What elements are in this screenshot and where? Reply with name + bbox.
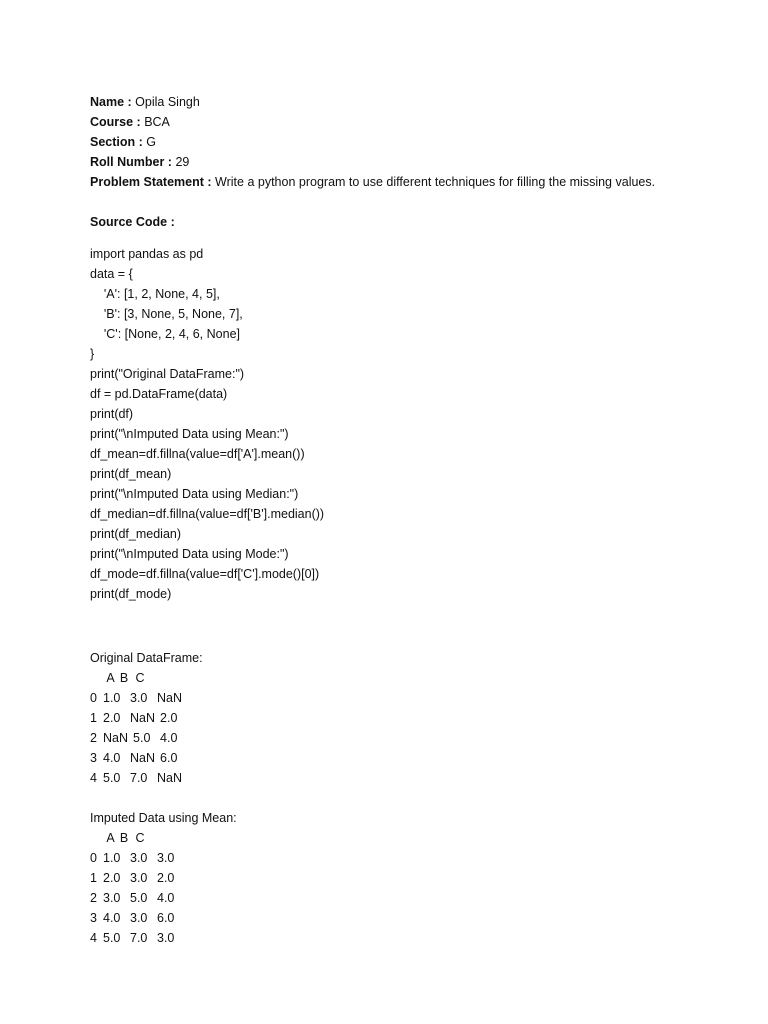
table-cell: 7.0 xyxy=(130,771,148,785)
code-line: df_mode=df.fillna(value=df['C'].mode()[0]) xyxy=(90,567,320,581)
course-label: Course : xyxy=(90,115,141,129)
row-index: 1 xyxy=(90,871,97,885)
table-row xyxy=(90,848,730,868)
table-cell: 3.0 xyxy=(157,851,175,865)
table-cell: 5.0 xyxy=(103,771,121,785)
row-index: 3 xyxy=(90,751,97,765)
code-line: print(df_median) xyxy=(90,527,182,541)
code-line: 'C': [None, 2, 4, 6, None] xyxy=(90,327,240,341)
section-label: Section : xyxy=(90,135,143,149)
code-line: df_mean=df.fillna(value=df['A'].mean()) xyxy=(90,447,305,461)
table-cell: 7.0 xyxy=(130,931,148,945)
table-cell: 4.0 xyxy=(103,751,121,765)
table-cell: NaN xyxy=(157,691,183,705)
table-cell: 3.0 xyxy=(103,891,121,905)
table-cell: 5.0 xyxy=(130,891,148,905)
table-cell: 6.0 xyxy=(157,911,175,925)
source-code-title: Source Code : xyxy=(90,215,175,229)
table-cell: 2.0 xyxy=(103,711,121,725)
code-line: print(df) xyxy=(90,407,134,421)
table-cell: NaN xyxy=(130,751,156,765)
section-value: G xyxy=(146,135,157,149)
table-cell: 3.0 xyxy=(157,931,175,945)
table-row xyxy=(90,868,730,888)
mean-imputed-output xyxy=(90,808,730,948)
table-cell: 1.0 xyxy=(103,691,121,705)
code-line: print(df_mean) xyxy=(90,467,172,481)
table-cell: NaN xyxy=(130,711,156,725)
table-cell: 3.0 xyxy=(130,911,148,925)
column-header: C xyxy=(135,831,145,845)
column-header: A xyxy=(106,831,115,845)
table-cell: 4.0 xyxy=(157,891,175,905)
roll-number-line xyxy=(90,152,730,172)
column-header: A xyxy=(106,671,115,685)
code-line: print("\nImputed Data using Mode:") xyxy=(90,547,289,561)
problem-statement-value: Write a python program to use different techniques for filling the missing values. xyxy=(215,175,656,189)
table-cell: 5.0 xyxy=(133,731,151,745)
output-title: Imputed Data using Mean: xyxy=(90,811,237,825)
course-line xyxy=(90,112,730,132)
column-header: B xyxy=(119,831,129,845)
table-cell: 4.0 xyxy=(103,911,121,925)
row-index: 2 xyxy=(90,731,97,745)
table-cell: 3.0 xyxy=(130,691,148,705)
table-cell: 4.0 xyxy=(160,731,178,745)
roll-number-value: 29 xyxy=(175,155,190,169)
table-cell: 2.0 xyxy=(160,711,178,725)
table-row xyxy=(90,748,730,768)
table-cell: 2.0 xyxy=(103,871,121,885)
code-line: } xyxy=(90,347,95,361)
column-header: C xyxy=(135,671,145,685)
row-index: 2 xyxy=(90,891,97,905)
row-index: 0 xyxy=(90,851,97,865)
code-line: 'A': [1, 2, None, 4, 5], xyxy=(90,287,220,301)
table-header xyxy=(90,828,730,848)
table-cell: 3.0 xyxy=(130,851,148,865)
column-header: B xyxy=(119,671,129,685)
source-code-block xyxy=(90,244,730,604)
table-cell: 2.0 xyxy=(157,871,175,885)
code-line: data = { xyxy=(90,267,133,281)
name-label: Name : xyxy=(90,95,132,109)
table-row xyxy=(90,908,730,928)
row-index: 3 xyxy=(90,911,97,925)
output-title: Original DataFrame: xyxy=(90,651,203,665)
code-line: print("\nImputed Data using Median:") xyxy=(90,487,299,501)
table-header xyxy=(90,668,730,688)
code-line: import pandas as pd xyxy=(90,247,204,261)
code-line: df = pd.DataFrame(data) xyxy=(90,387,228,401)
section-line xyxy=(90,132,730,152)
problem-statement-label: Problem Statement : xyxy=(90,175,212,189)
table-row xyxy=(90,728,730,748)
table-row xyxy=(90,688,730,708)
code-line: 'B': [3, None, 5, None, 7], xyxy=(90,307,243,321)
row-index: 1 xyxy=(90,711,97,725)
table-cell: 5.0 xyxy=(103,931,121,945)
row-index: 4 xyxy=(90,931,97,945)
row-index: 4 xyxy=(90,771,97,785)
roll-number-label: Roll Number : xyxy=(90,155,172,169)
course-value: BCA xyxy=(144,115,170,129)
original-dataframe-output xyxy=(90,648,730,788)
row-index: 0 xyxy=(90,691,97,705)
name-value: Opila Singh xyxy=(135,95,200,109)
code-line: print(df_mode) xyxy=(90,587,172,601)
table-cell: 6.0 xyxy=(160,751,178,765)
table-cell: 1.0 xyxy=(103,851,121,865)
name-line xyxy=(90,92,730,112)
table-cell: NaN xyxy=(157,771,183,785)
code-line: print("\nImputed Data using Mean:") xyxy=(90,427,289,441)
table-row xyxy=(90,768,730,788)
document-content xyxy=(90,92,730,948)
problem-statement-line xyxy=(90,172,730,192)
code-line: df_median=df.fillna(value=df['B'].median()) xyxy=(90,507,325,521)
code-line: print("Original DataFrame:") xyxy=(90,367,245,381)
table-cell: 3.0 xyxy=(130,871,148,885)
table-row xyxy=(90,708,730,728)
program-output xyxy=(90,648,730,948)
table-cell: NaN xyxy=(103,731,129,745)
table-row xyxy=(90,888,730,908)
table-row xyxy=(90,928,730,948)
